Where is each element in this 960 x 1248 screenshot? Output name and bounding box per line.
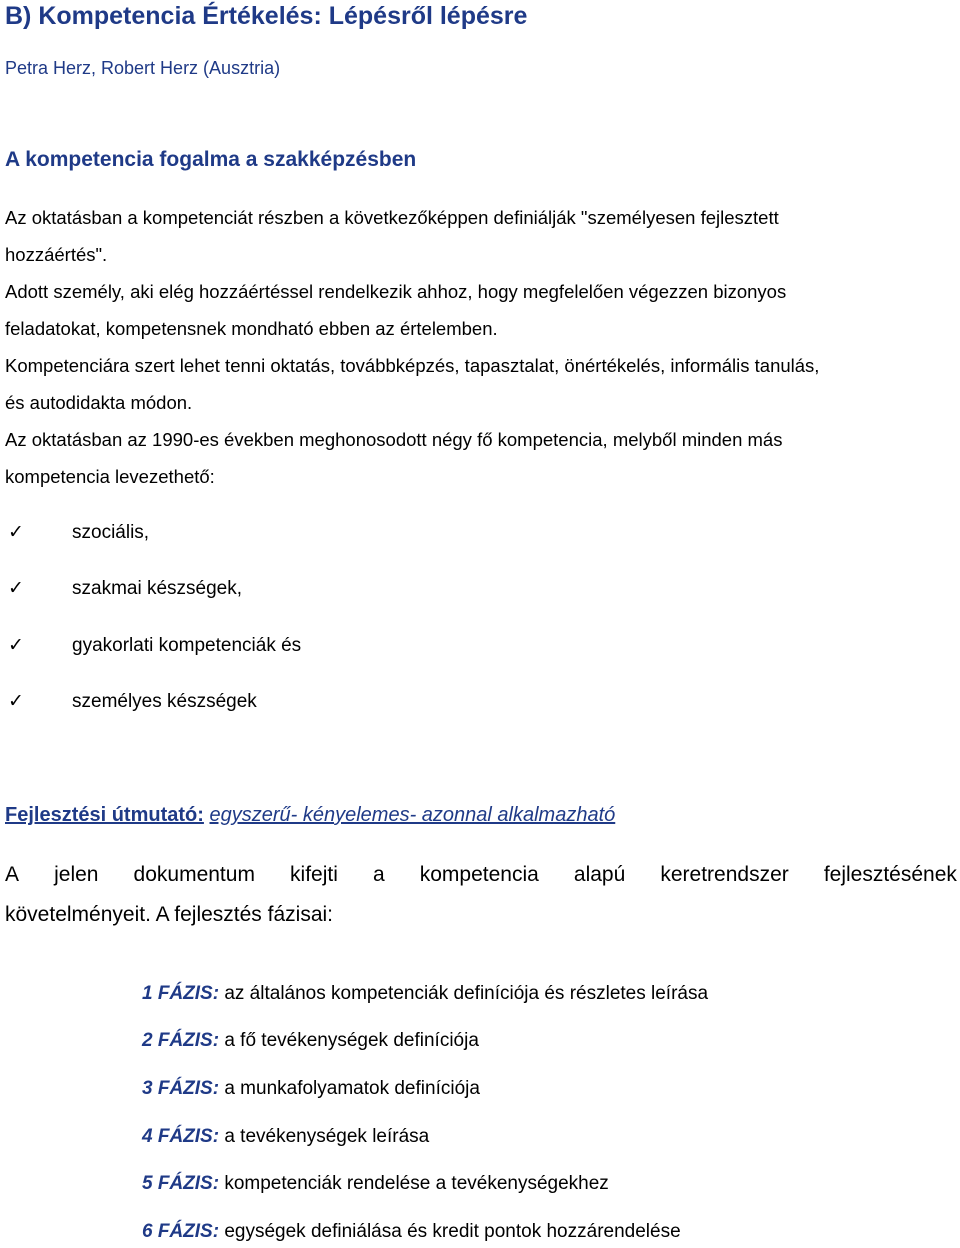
checklist-item-label: személyes készségek xyxy=(72,691,257,712)
paragraph-line: feladatokat, kompetensnek mondható ebben az értelemben. xyxy=(5,318,498,339)
phase-item xyxy=(142,981,708,1007)
doc-word: alapú xyxy=(573,863,626,886)
doc-paragraph-line: követelményeit. A fejlesztés fázisai: xyxy=(5,903,333,926)
paragraph-line: Az oktatásban a kompetenciát részben a következőképpen definiálják "személyesen fejlesztett xyxy=(5,207,779,228)
paragraph-line: Adott személy, aki elég hozzáértéssel rendelkezik ahhoz, hogy megfelelően végezzen bizonyos xyxy=(5,281,787,302)
paragraph-line: kompetencia levezethető: xyxy=(5,466,215,487)
phase-item xyxy=(142,1028,479,1054)
doc-word: fejlesztésének xyxy=(823,863,957,886)
phase-text: kompetenciák rendelése a tevékenységekhez xyxy=(219,1173,609,1194)
phase-item xyxy=(142,1219,681,1245)
phase-text: a fő tevékenységek definíciója xyxy=(219,1030,479,1051)
phase-item xyxy=(142,1171,609,1197)
paragraph-line: Az oktatásban az 1990-es években meghonosodott négy fő kompetencia, melyből minden más xyxy=(5,429,783,450)
page-title: B) Kompetencia Értékelés: Lépésről lépésre xyxy=(5,2,528,30)
checklist-item xyxy=(8,688,257,715)
checklist-item-label: szociális, xyxy=(72,522,150,543)
paragraph-line: és autodidakta módon. xyxy=(5,392,193,413)
doc-word: dokumentum xyxy=(133,863,255,886)
checklist-item xyxy=(8,519,149,546)
phase-text: egységek definiálása és kredit pontok hozzárendelése xyxy=(219,1221,681,1242)
checklist-item-label: szakmai készségek, xyxy=(72,578,243,599)
phase-text: az általános kompetenciák definíciója és részletes leírása xyxy=(219,983,709,1004)
phase-label: 3 FÁZIS: xyxy=(142,1078,220,1099)
checklist-item-label: gyakorlati kompetenciák és xyxy=(72,635,302,656)
doc-word: a xyxy=(372,863,385,886)
paragraph-line: hozzáértés". xyxy=(5,244,108,265)
doc-word: kompetencia xyxy=(419,863,539,886)
guide-label: Fejlesztési útmutató: xyxy=(5,804,204,826)
checkmark-icon: ✓ xyxy=(8,577,24,599)
doc-word: A xyxy=(5,863,20,886)
doc-word: keretrendszer xyxy=(660,863,789,886)
phase-label: 2 FÁZIS: xyxy=(142,1030,220,1051)
checkmark-icon: ✓ xyxy=(8,521,24,543)
doc-word: jelen xyxy=(54,863,99,886)
checklist-item xyxy=(8,575,242,602)
phase-item xyxy=(142,1076,480,1102)
phase-label: 4 FÁZIS: xyxy=(142,1126,220,1147)
phase-item xyxy=(142,1124,429,1150)
paragraph-line: Kompetenciára szert lehet tenni oktatás, továbbképzés, tapasztalat, önértékelés, informális tanulás, xyxy=(5,355,820,376)
phase-label: 6 FÁZIS: xyxy=(142,1221,220,1242)
checklist-item xyxy=(8,632,301,659)
section-heading: A kompetencia fogalma a szakképzésben xyxy=(5,148,417,171)
phase-label: 1 FÁZIS: xyxy=(142,983,220,1004)
checkmark-icon: ✓ xyxy=(8,690,24,712)
phase-text: a tevékenységek leírása xyxy=(219,1126,430,1147)
checkmark-icon: ✓ xyxy=(8,634,24,656)
doc-word: kifejti xyxy=(290,863,338,886)
authors: Petra Herz, Robert Herz (Ausztria) xyxy=(5,58,281,78)
phase-text: a munkafolyamatok definíciója xyxy=(219,1078,480,1099)
phase-label: 5 FÁZIS: xyxy=(142,1173,220,1194)
guide-subtitle: egyszerű- kényelemes- azonnal alkalmazható xyxy=(209,804,616,826)
guide-heading xyxy=(5,802,615,828)
doc-paragraph-line xyxy=(5,861,957,889)
